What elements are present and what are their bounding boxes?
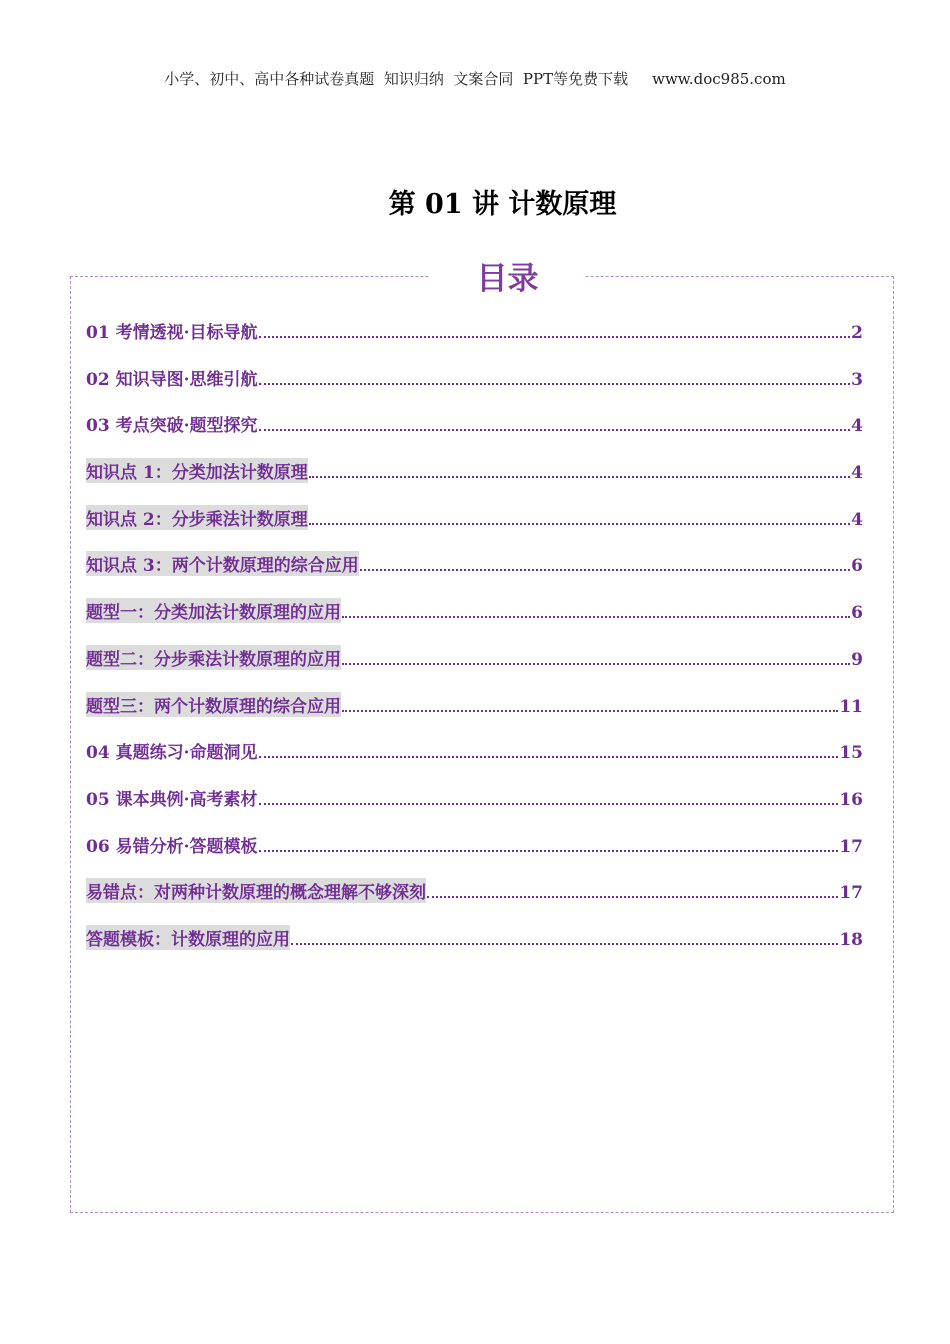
toc-entry-page: 17	[839, 836, 863, 857]
toc-entry-page: 6	[851, 556, 863, 577]
toc-dot-leader	[342, 616, 850, 618]
toc-entry-page: 16	[839, 789, 863, 810]
toc-dot-leader	[291, 943, 838, 945]
toc-entry-page: 11	[839, 696, 863, 717]
document-title: 第 01 讲 计数原理	[388, 189, 617, 220]
toc-dot-leader	[259, 803, 839, 805]
toc-entry[interactable]	[86, 318, 863, 365]
toc-entry-page: 4	[851, 463, 863, 484]
toc-entry-label: 06 易错分析·答题模板	[86, 836, 258, 857]
toc-entry-label: 答题模板：计数原理的应用	[86, 925, 290, 950]
toc-entry[interactable]	[86, 878, 863, 925]
toc-entry[interactable]	[86, 925, 863, 972]
toc-entry-label: 02 知识导图·思维引航	[86, 369, 258, 390]
toc-entry[interactable]	[86, 785, 863, 832]
toc-entry[interactable]	[86, 551, 863, 598]
toc-dot-leader	[427, 896, 838, 898]
toc-entry-page: 17	[839, 883, 863, 904]
page-header	[0, 68, 950, 89]
toc-list	[86, 318, 863, 972]
toc-entry-label: 题型二：分步乘法计数原理的应用	[86, 645, 341, 670]
toc-entry[interactable]	[86, 738, 863, 785]
toc-entry-label: 题型一：分类加法计数原理的应用	[86, 598, 341, 623]
toc-entry-label: 知识点 2：分步乘法计数原理	[86, 505, 308, 530]
toc-dot-leader	[259, 756, 839, 758]
toc-entry-page: 6	[851, 603, 863, 624]
toc-entry-label: 知识点 1：分类加法计数原理	[86, 458, 308, 483]
toc-dot-leader	[259, 850, 839, 852]
toc-entry-page: 4	[851, 416, 863, 437]
toc-entry-page: 9	[851, 649, 863, 670]
toc-dot-leader	[360, 569, 850, 571]
toc-entry[interactable]	[86, 458, 863, 505]
toc-dot-leader	[309, 476, 850, 478]
toc-dot-leader	[342, 710, 838, 712]
toc-entry[interactable]	[86, 505, 863, 552]
toc-dot-leader	[259, 336, 851, 338]
toc-dot-leader	[259, 429, 851, 431]
toc-entry-page: 2	[851, 323, 863, 343]
toc-entry[interactable]	[86, 598, 863, 645]
toc-entry-label: 知识点 3：两个计数原理的综合应用	[86, 551, 359, 576]
toc-dot-leader	[259, 383, 851, 385]
toc-dot-leader	[342, 663, 850, 665]
toc-entry[interactable]	[86, 692, 863, 739]
toc-entry-label: 05 课本典例·高考素材	[86, 789, 258, 810]
toc-entry[interactable]	[86, 645, 863, 692]
toc-entry-label: 03 考点突破·题型探究	[86, 416, 258, 437]
toc-dot-leader	[309, 523, 850, 525]
header-text: 小学、初中、高中各种试卷真题 知识归纳 文案合同 PPT等免费下载	[164, 70, 629, 88]
toc-entry-label: 01 考情透视·目标导航	[86, 323, 258, 343]
toc-entry[interactable]	[86, 365, 863, 412]
header-site-link[interactable]: www.doc985.com	[652, 70, 786, 88]
toc-entry-page: 4	[851, 509, 863, 530]
toc-entry-page: 3	[851, 369, 863, 390]
toc-entry[interactable]	[86, 832, 863, 879]
toc-entry[interactable]	[86, 411, 863, 458]
toc-entry-label: 题型三：两个计数原理的综合应用	[86, 692, 341, 717]
toc-entry-label: 04 真题练习·命题洞见	[86, 743, 258, 764]
toc-entry-page: 15	[839, 743, 863, 764]
toc-heading: 目录	[430, 258, 585, 300]
toc-entry-page: 18	[839, 929, 863, 950]
toc-entry-label: 易错点：对两种计数原理的概念理解不够深刻	[86, 878, 426, 903]
